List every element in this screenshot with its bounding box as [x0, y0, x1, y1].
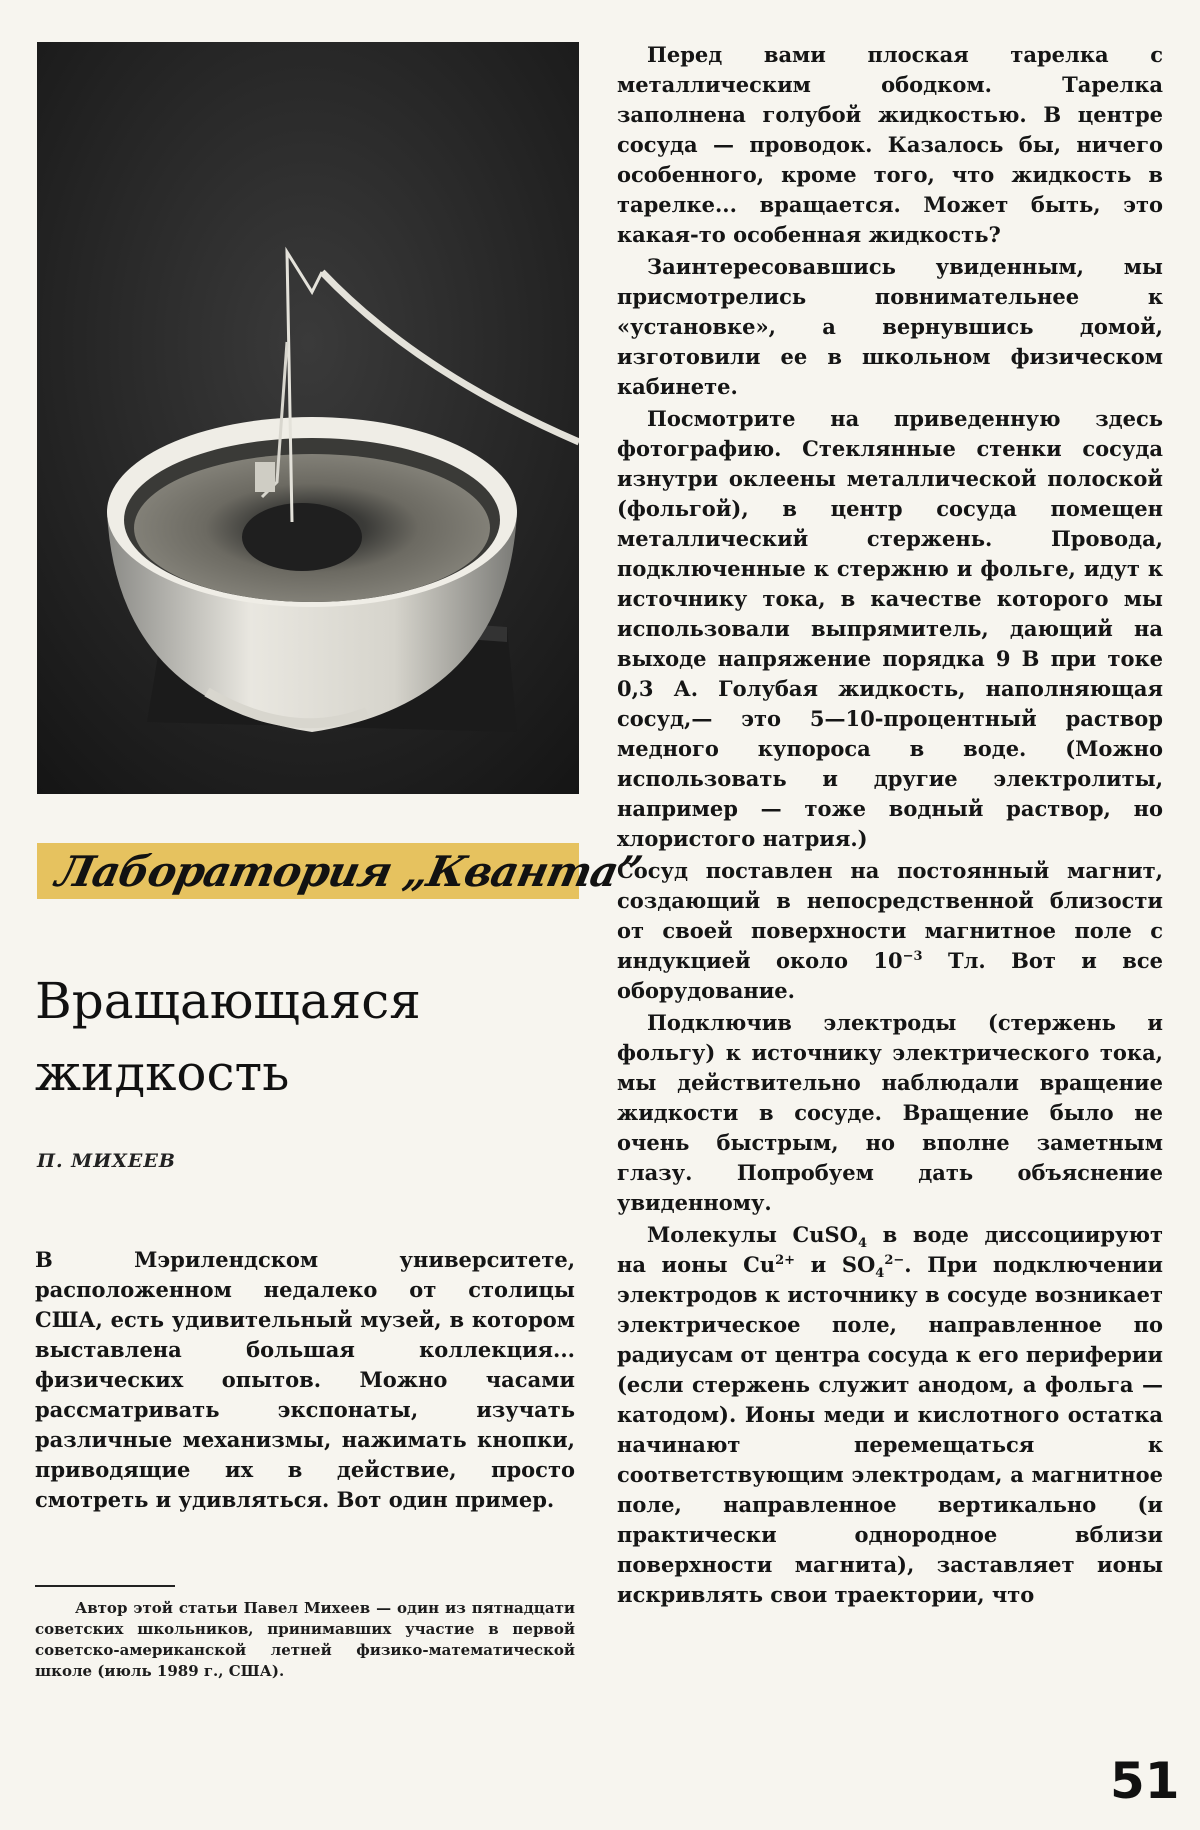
- article-title: [35, 965, 575, 1109]
- superscript: 2−: [884, 1253, 905, 1268]
- title-line-2: жидкость: [35, 1044, 290, 1102]
- footnote-rule: [35, 1585, 175, 1587]
- body-text: Молекулы CuSO: [647, 1222, 858, 1247]
- photo-of-rotating-liquid-dish-icon: [37, 42, 579, 794]
- body-paragraph: Перед вами плоская тарелка с металлическим ободком. Тарелка заполнена голубой жидкостью. В центре сосуда — проводок. Казалось бы, ничего особенного, кроме того, что жидкость в тарелке... вращается. Может быть, это какая-то особенная жидкость?: [617, 42, 1163, 247]
- body-paragraph: Заинтересовавшись увиденным, мы присмотрелись повнимательнее к «установке», а вернувшись домой, изготовили ее в школьном физическом кабинете.: [617, 254, 1163, 399]
- title-line-1: Вращающаяся: [35, 972, 421, 1030]
- superscript: 2+: [775, 1253, 796, 1268]
- intro-paragraph: В Мэрилендском университете, расположенном недалеко от столицы США, есть удивительный музей, в котором выставлена большая коллекция... физических опытов. Можно часами рассматривать экспонаты, изучать различные механизмы, нажимать кнопки, приводящие их в действие, просто смотреть и удивляться. Вот один пример.: [35, 1247, 575, 1512]
- body-text: в воде диссоциируют на ионы Cu: [617, 1222, 1163, 1277]
- exponent: −3: [902, 949, 923, 964]
- body-column: [617, 40, 1163, 1612]
- body-paragraph: [617, 856, 1163, 1006]
- author-name: П. МИХЕЕВ: [37, 1150, 176, 1172]
- subscript: 4: [857, 1236, 868, 1252]
- body-text: Тл. Вот и все оборудование.: [617, 948, 1163, 1003]
- body-paragraph: [617, 1220, 1163, 1610]
- body-text: и SO: [795, 1252, 876, 1277]
- rubric-banner: [37, 843, 646, 899]
- body-paragraph: Посмотрите на приведенную здесь фотографию. Стеклянные стенки сосуда изнутри оклеены металлической полоской (фольгой), в центр сосуда помещен металлический стержень. Провода, подключенные к стержню и фольге, идут к источнику тока, в качестве которого мы использовали выпрямитель, дающий на выходе напряжение порядка 9 В при токе 0,3 А. Голубая жидкость, наполняющая сосуд,— это 5—10-процентный раствор медного купороса в воде. (Можно использовать и другие электролиты, например — тоже водный раствор, но хлористого натрия.): [617, 406, 1163, 851]
- body-paragraph: Подключив электроды (стержень и фольгу) к источнику электрического тока, мы действительно наблюдали вращение жидкости в сосуде. Вращение было не очень быстрым, но вполне заметным глазу. Попробуем дать объяснение увиденному.: [617, 1010, 1163, 1215]
- rubric-text: Лаборатория „Кванта”: [51, 847, 646, 896]
- body-text: Сосуд поставлен на постоянный магнит, создающий в непосредственной близости от своей поверхности магнитное поле с индукцией около 10: [617, 858, 1163, 973]
- body-text: . При подключении электродов к источнику в сосуде возникает электрическое поле, направленное по радиусам от центра сосуда к его периферии (если стержень служит анодом, а фольга — катодом). Ионы меди и кислотного остатка начинают перемещаться к соответствующим электродам, а магнитное поле, направленное вертикально (и практически однородное вблизи поверхности магнита), заставляет ионы искривлять свои траектории, что: [617, 1252, 1163, 1607]
- page-number: 51: [1110, 1752, 1180, 1810]
- subscript: 4: [875, 1266, 885, 1282]
- footnote: Автор этой статьи Павел Михеев — один из пятнадцати советских школьников, принимавших участие в первой советско-американской летней физико-математической школе (июль 1989 г., США).: [35, 1599, 575, 1680]
- apparatus-photo: [37, 42, 579, 794]
